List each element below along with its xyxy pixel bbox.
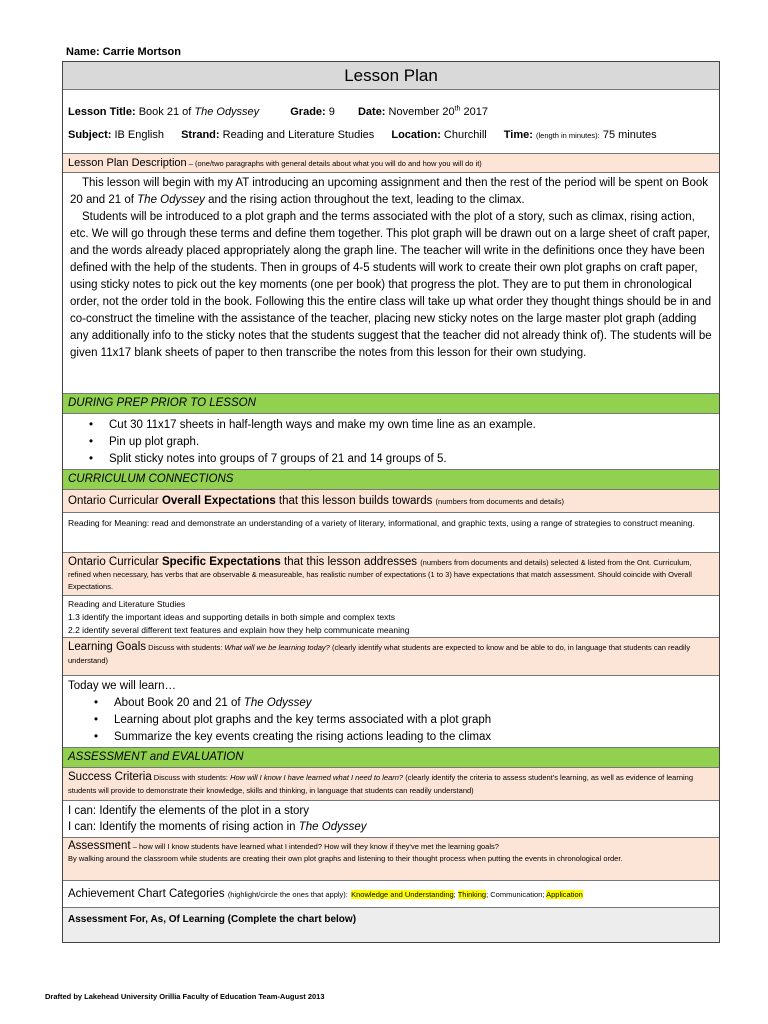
date-year: 2017 — [460, 105, 488, 118]
overall-label-b: Overall Expectations — [161, 495, 276, 507]
specific-expectations-heading — [63, 553, 719, 596]
subject-label: Subject: — [68, 129, 112, 141]
overall-expectations-body: Reading for Meaning: read and demonstrate an understanding of a variety of literary, informational, and graphic texts, using a range of strategies to construct meaning. — [63, 513, 719, 553]
overall-expectations-heading — [63, 490, 719, 513]
achievement-chart-row — [63, 881, 719, 908]
description-p1-b: and the rising action throughout the text, leading to the climax. — [204, 194, 525, 206]
overall-label-a: Ontario Curricular — [68, 495, 162, 507]
learning-goals-body — [63, 676, 719, 748]
success-note-a: Discuss with students: — [151, 773, 231, 782]
specific-line: Reading and Literature Studies — [68, 599, 186, 609]
assess-text: By walking around the classroom while students are creating their own plot graphs and listening to their thought process when putting the events in chronological order. — [68, 854, 623, 863]
description-heading — [63, 154, 719, 173]
prep-item: • Cut 30 11x17 sheets in half-length ways and make my own time line as an example. — [109, 417, 719, 434]
category-knowledge: Knowledge and Understanding — [351, 890, 454, 899]
page-title: Lesson Plan — [63, 62, 719, 90]
specific-note: (numbers from documents and details) selected & listed from the Ont. Curriculum, refined when necessary, has verbs that are observable & measureable, has realistic number of expectations (1 to 3) have expectations that match assessment. Should coincide with Overall Expectations. — [68, 558, 692, 591]
category-application: Application — [546, 890, 583, 899]
prep-item: • Pin up plot graph. — [109, 434, 719, 451]
footer: Drafted by Lakehead University Orillia Faculty of Education Team-August 2013 — [45, 992, 325, 1001]
location-value: Churchill — [443, 129, 487, 141]
goals-note-b: (clearly identify what students are expected to know and be able to do, in language that students can readily understand) — [68, 643, 691, 665]
goals-intro: Today we will learn… — [68, 680, 177, 692]
lesson-title-italic: The Odyssey — [194, 105, 260, 118]
grade-value: 9 — [328, 105, 335, 118]
overall-label-c: that this lesson builds towards — [275, 495, 436, 507]
goal-item: • Summarize the key events creating the rising actions leading to the climax — [114, 729, 719, 746]
chart-label: Achievement Chart Categories — [68, 888, 228, 900]
success-label: Success Criteria — [68, 771, 152, 783]
overall-note: (numbers from documents and details) — [435, 497, 564, 506]
success-note-b: (clearly identify the criteria to assess student's learning, as well as evidence of learning students will provide to demonstrate their knowledge, skills and thinking, in language that students can readily understand) — [68, 773, 694, 795]
strand-value: Reading and Literature Studies — [222, 129, 375, 141]
date-sup: th — [454, 105, 461, 112]
success-criteria-body — [63, 801, 719, 838]
goals-note-a: Discuss with students: — [146, 643, 225, 652]
date-label: Date: — [357, 105, 386, 118]
description-note: – (one/two paragraphs with general details about what you will do and how you will do it) — [186, 159, 482, 168]
strand-label: Strand: — [181, 129, 220, 141]
goals-label: Learning Goals — [68, 641, 146, 653]
category-thinking: Thinking — [457, 890, 487, 899]
lesson-header — [63, 90, 719, 154]
goal-item-1-text: About Book 20 and 21 of — [114, 697, 244, 709]
name-line: Name: Carrie Mortson — [66, 46, 181, 58]
description-p1-italic: The Odyssey — [137, 194, 205, 206]
grade-label: Grade: — [290, 105, 326, 118]
time-label: Time: — [503, 129, 533, 141]
learning-goals-heading — [63, 638, 719, 676]
success-note-italic: How will I know I have learned what I need to learn? — [230, 773, 404, 782]
lesson-title-line — [68, 102, 714, 128]
lesson-plan-table — [62, 61, 720, 943]
assess-note: – how will I know students have learned what I intended? How will they know if they've met the learning goals? — [130, 842, 499, 851]
category-separator: ; — [453, 890, 458, 899]
category-communication: ; Communication; — [486, 890, 547, 899]
specific-line: 1.3 identify the important ideas and supporting details in both simple and complex texts — [68, 612, 395, 622]
can-statement — [68, 819, 714, 835]
description-body — [63, 173, 719, 394]
specific-line: 2.2 identify several different text features and explain how they help communicate meaning — [68, 625, 410, 635]
description-label: Lesson Plan Description — [68, 157, 187, 169]
curriculum-heading: CURRICULUM CONNECTIONS — [63, 470, 719, 490]
lesson-title-label: Lesson Title: — [68, 105, 136, 118]
assessment-section — [63, 838, 719, 881]
assessment-for-as-of: Assessment For, As, Of Learning (Complete the chart below) — [63, 908, 719, 942]
description-p2: Students will be introduced to a plot graph and the terms associated with the plot of a story, such as climax, rising action, etc. We will go through these terms and define them together. This plot graph will be drawn out on a large sheet of craft paper, and the words already placed appropriately along the graph line. The teacher will write in the definitions once they have been defined with the help of the students. Then in groups of 4-5 students will work to create their own plot graphs on craft paper, using sticky notes to pick out the key moments (one per book) that progress the plot. They are to put them in chronological order, not the order told in the book. Following this the entire class will take up what order they thought things should be in and co-construct the timeline with the assistance of the teacher, placing new sticky notes on the large master plot graph (adding any additionally info to the sticky notes that the students suggest that the teacher did not already think of). The students will be given 11x17 blank sheets of paper to then transcribe the notes from this lesson for their own studying. — [70, 211, 712, 359]
prep-heading: DURING PREP PRIOR TO LESSON — [63, 394, 719, 414]
success-criteria-heading — [63, 768, 719, 801]
can-2-italic: The Odyssey — [298, 821, 367, 833]
specific-expectations-body — [63, 596, 719, 638]
goal-item-1-italic: The Odyssey — [243, 697, 312, 709]
can-2-text: I can: Identify the moments of rising action in — [68, 821, 299, 833]
time-value: 75 minutes — [602, 129, 657, 141]
specific-label-b: Specific Expectations — [161, 556, 281, 568]
location-label: Location: — [391, 129, 441, 141]
prep-list — [63, 414, 719, 470]
assess-label: Assessment — [68, 840, 131, 852]
subject-value: IB English — [114, 129, 164, 141]
specific-label-c: that this lesson addresses — [280, 556, 421, 568]
chart-note: (highlight/circle the ones that apply): — [227, 890, 348, 899]
subject-line — [68, 128, 714, 154]
prep-item: • Split sticky notes into groups of 7 groups of 21 and 14 groups of 5. — [109, 451, 719, 468]
goal-item — [114, 695, 719, 712]
date-value: November 20 — [388, 105, 455, 118]
goal-item: • Learning about plot graphs and the key terms associated with a plot graph — [114, 712, 719, 729]
specific-label-a: Ontario Curricular — [68, 556, 162, 568]
lesson-title-value: Book 21 of — [138, 105, 195, 118]
time-note: (length in minutes): — [535, 131, 600, 140]
description-p1-a: This lesson will begin with my AT introducing an upcoming assignment and then the rest of the period will be spent on Book 20 and 21 of — [70, 177, 709, 206]
can-statement: I can: Identify the elements of the plot in a story — [68, 805, 309, 817]
assessment-heading: ASSESSMENT and EVALUATION — [63, 748, 719, 768]
goals-note-italic: What will we be learning today? — [224, 643, 330, 652]
